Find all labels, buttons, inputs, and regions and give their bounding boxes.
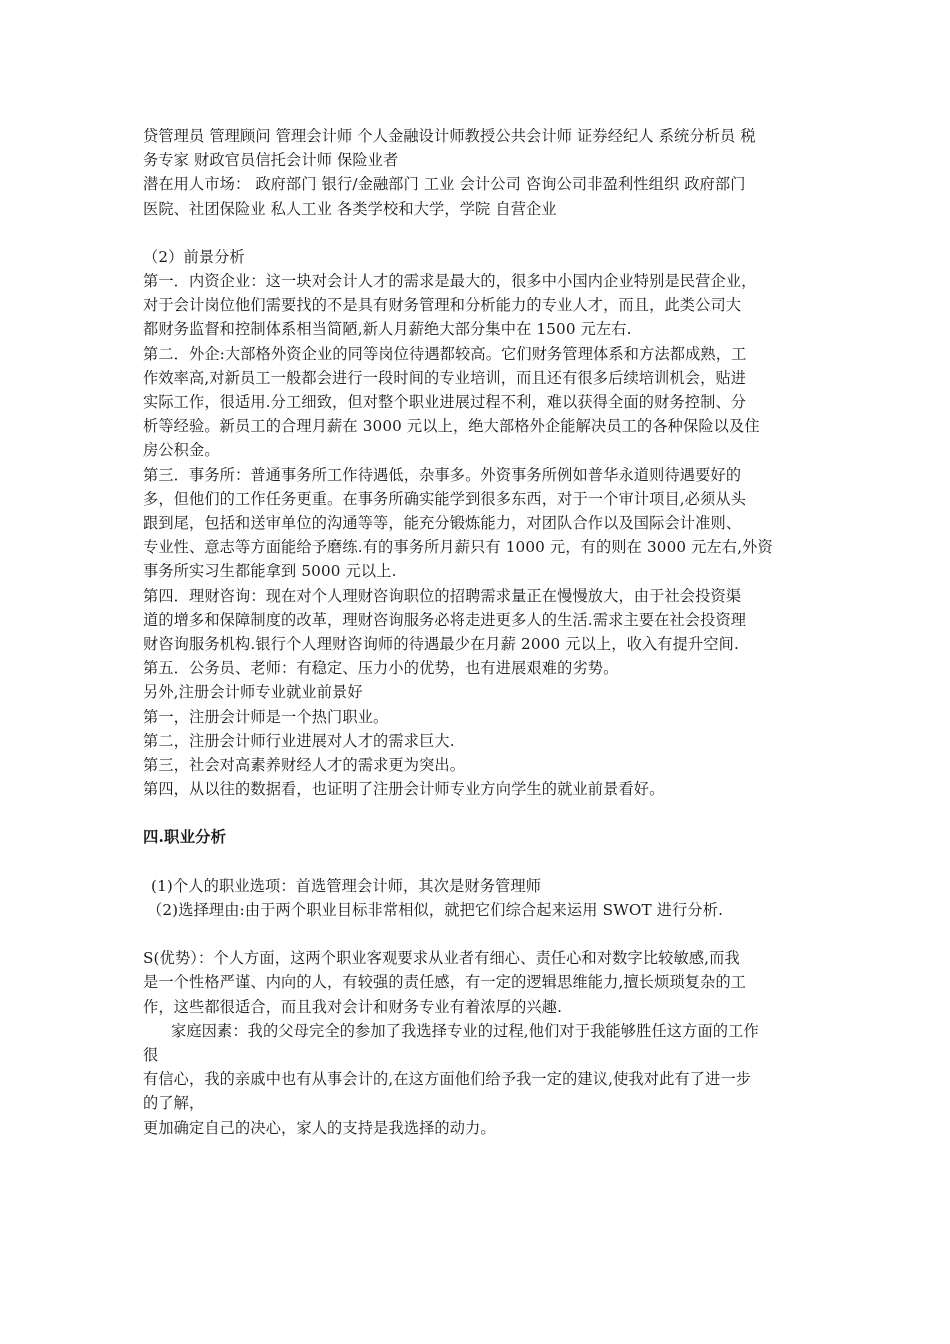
occupations-paragraph [143, 124, 813, 221]
text-line: 第二．外企:大部格外资企业的同等岗位待遇都较高。它们财务管理体系和方法都成熟，工 [143, 344, 747, 363]
text-line: 对于会计岗位他们需要找的不是具有财务管理和分析能力的专业人才，而且，此类公司大 [143, 296, 742, 315]
text-line: 第四．理财咨询：现在对个人理财咨询职位的招聘需求量正在慢慢放大，由于社会投资渠 [143, 586, 742, 605]
text-line: 第三．事务所：普通事务所工作待遇低，杂事多。外资事务所例如普华永道则待遇要好的 [143, 465, 742, 484]
text-line: 专业性、意志等方面能给予磨练.有的事务所月薪只有 1000 元，有的则在 3000 元左右,外资 [143, 538, 773, 557]
section-subtitle: （2）前景分析 [143, 247, 245, 266]
career-analysis-section [143, 825, 813, 1139]
text-line: 第四，从以往的数据看，也证明了注册会计师专业方向学生的就业前景看好。 [143, 780, 665, 799]
text-line: 都财务监督和控制体系相当简陋,新人月薪绝大部分集中在 1500 元左右. [143, 320, 632, 339]
text-line: 作，这些都很适合，而且我对会计和财务专业有着浓厚的兴趣. [143, 997, 563, 1016]
text-line: 家庭因素：我的父母完全的参加了我选择专业的过程,他们对于我能够胜任这方面的工作 [171, 1021, 759, 1040]
text-line: 实际工作，很适用.分工细致，但对整个职业进展过程不利，难以获得全面的财务控制、分 [143, 393, 747, 412]
text-line: 财咨询服务机构.银行个人理财咨询师的待遇最少在月薪 2000 元以上，收入有提升空间. [143, 635, 739, 654]
text-line: 作效率高,对新员工一般都会进行一段时间的专业培训，而且还有很多后续培训机会，贴进 [143, 368, 747, 387]
text-line: 第一，注册会计师是一个热门职业。 [143, 707, 389, 726]
text-line: 更加确定自己的决心，家人的支持是我选择的动力。 [143, 1118, 496, 1137]
text-line: 事务所实习生都能拿到 5000 元以上. [143, 562, 397, 581]
text-line: 房公积金。 [143, 441, 220, 460]
text-line: 第五．公务员、老师：有稳定、压力小的优势，也有进展艰难的劣势。 [143, 659, 619, 678]
document-page [143, 124, 813, 1140]
text-line: 第一．内资企业：这一块对会计人才的需求是最大的，很多中小国内企业特别是民营企业， [143, 272, 757, 291]
prospect-section [143, 245, 813, 802]
text-line: 的了解， [143, 1094, 205, 1113]
text-line: 有信心，我的亲戚中也有从事会计的,在这方面他们给予我一定的建议,使我对此有了进一步 [143, 1070, 752, 1089]
career-reason-line: （2)选择理由:由于两个职业目标非常相似，就把它们综合起来运用 SWOT 进行分析. [147, 900, 724, 919]
text-line: 贷管理员 管理顾问 管理会计师 个人金融设计师教授公共会计师 证券经纪人 系统分析员 税 [143, 127, 756, 145]
text-line: 第二，注册会计师行业进展对人才的需求巨大. [143, 731, 455, 750]
paragraph-spacer [143, 922, 813, 946]
text-line: 务专家 财政官员信托会计师 保险业者 [143, 151, 399, 170]
paragraph-spacer [143, 221, 813, 245]
career-choice-line: (1)个人的职业选项：首选管理会计师，其次是财务管理师 [151, 876, 542, 895]
section-heading: 四.职业分析 [143, 828, 227, 847]
text-line: 潜在用人市场： 政府部门 银行/金融部门 工业 会计公司 咨询公司非盈利性组织 政府部门 [143, 175, 746, 194]
text-line: 跟到尾，包括和送审单位的沟通等等，能充分锻炼能力，对团队合作以及国际会计准则、 [143, 514, 742, 533]
paragraph-spacer [143, 850, 813, 874]
text-line: 多，但他们的工作任务更重。在事务所确实能学到很多东西，对于一个审计项目,必须从头 [143, 489, 747, 508]
text-line: 医院、社团保险业 私人工业 各类学校和大学，学院 自营企业 [143, 199, 557, 218]
text-line: 第三，社会对高素养财经人才的需求更为突出。 [143, 756, 466, 775]
text-line: 析等经验。新员工的合理月薪在 3000 元以上，绝大部格外企能解决员工的各种保险以及住 [143, 417, 760, 436]
text-line: 很 [143, 1045, 159, 1064]
text-line: S(优势）：个人方面，这两个职业客观要求从业者有细心、责任心和对数字比较敏感,而我 [143, 949, 740, 968]
text-line: 是一个性格严谨、内向的人，有较强的责任感，有一定的逻辑思维能力,擅长烦琐复杂的工 [143, 973, 747, 992]
paragraph-spacer [143, 801, 813, 825]
text-line: 道的增多和保障制度的改革，理财咨询服务必将走进更多人的生活.需求主要在社会投资理 [143, 610, 747, 629]
text-line: 另外,注册会计师专业就业前景好 [143, 683, 363, 702]
